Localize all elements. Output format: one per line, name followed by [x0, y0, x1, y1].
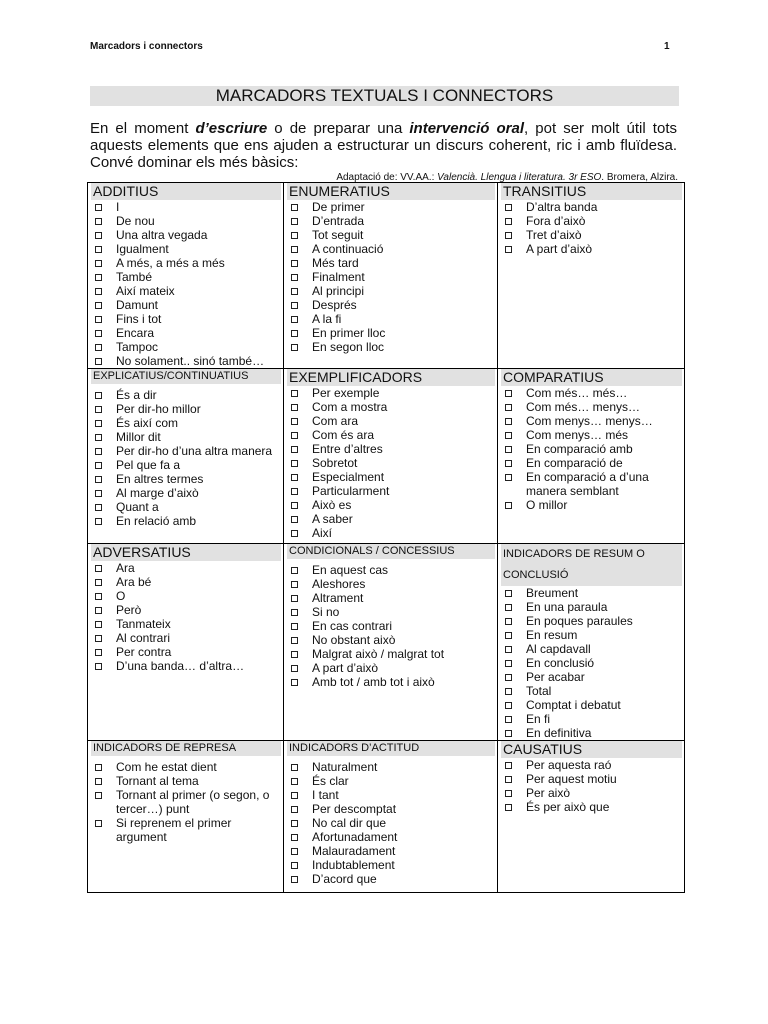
page-number: 1: [664, 41, 670, 52]
item-list: [287, 563, 495, 689]
list-item: En relació amb: [91, 514, 281, 528]
document-title: MARCADORS TEXTUALS I CONNECTORS: [90, 86, 679, 106]
list-item: Encara: [91, 326, 281, 340]
list-item: A més, a més a més: [91, 256, 281, 270]
list-item: Per aquesta raó: [501, 758, 682, 772]
list-item: Ara: [91, 561, 281, 575]
item-list: [501, 386, 682, 512]
list-item: Tampoc: [91, 340, 281, 354]
list-item: Particularment: [287, 484, 495, 498]
list-item: A la fi: [287, 312, 495, 326]
list-item: Pel que fa a: [91, 458, 281, 472]
intro-emphasis-2: intervenció oral: [409, 120, 524, 137]
list-item: I tant: [287, 788, 495, 802]
list-item: Com més… menys…: [501, 400, 682, 414]
category-cell: [284, 741, 498, 893]
list-item: Com menys… menys…: [501, 414, 682, 428]
category-heading: ADDITIUS: [91, 183, 281, 200]
list-item: Com menys… més: [501, 428, 682, 442]
category-cell: [88, 369, 284, 544]
list-item: Per acabar: [501, 670, 682, 684]
list-item: Això es: [287, 498, 495, 512]
category-cell: [498, 544, 685, 741]
list-item: Per contra: [91, 645, 281, 659]
list-item: Així mateix: [91, 284, 281, 298]
intro-text-1: En el moment: [90, 120, 196, 137]
list-item: En cas contrari: [287, 619, 495, 633]
list-item: És clar: [287, 774, 495, 788]
list-item: O: [91, 589, 281, 603]
item-list: [91, 760, 281, 844]
item-list: [91, 388, 281, 528]
list-item: En primer lloc: [287, 326, 495, 340]
list-item: És així com: [91, 416, 281, 430]
item-list: [91, 200, 281, 368]
list-item: Amb tot / amb tot i això: [287, 675, 495, 689]
list-item: Al marge d’això: [91, 486, 281, 500]
list-item: Per exemple: [287, 386, 495, 400]
category-cell: [284, 544, 498, 741]
list-item: Naturalment: [287, 760, 495, 774]
list-item: Damunt: [91, 298, 281, 312]
list-item: Millor dit: [91, 430, 281, 444]
list-item: Comptat i debatut: [501, 698, 682, 712]
list-item: Altrament: [287, 591, 495, 605]
list-item: Per això: [501, 786, 682, 800]
list-item: Malauradament: [287, 844, 495, 858]
category-heading: COMPARATIUS: [501, 369, 682, 386]
list-item: Tornant al tema: [91, 774, 281, 788]
list-item: Més tard: [287, 256, 495, 270]
category-cell: [498, 741, 685, 893]
category-cell: [498, 183, 685, 369]
list-item: Tot seguit: [287, 228, 495, 242]
list-item: En poques paraules: [501, 614, 682, 628]
list-item: Fora d’això: [501, 214, 682, 228]
list-item: Una altra vegada: [91, 228, 281, 242]
list-item: Al principi: [287, 284, 495, 298]
list-item: No solament.. sinó també…: [91, 354, 281, 368]
item-list: [501, 200, 682, 256]
list-item: En una paraula: [501, 600, 682, 614]
list-item: I: [91, 200, 281, 214]
list-item: És per això que: [501, 800, 682, 814]
list-item: Si reprenem el primer argument: [91, 816, 281, 844]
intro-text-3: , pot ser molt útil tots aquests elements que ens ajuden a estructurar un discurs coherent, ric i amb fluïdesa. Convé dominar els més bàsics:: [90, 120, 677, 171]
category-heading: EXEMPLIFICADORS: [287, 369, 495, 386]
category-cell: [88, 544, 284, 741]
list-item: D’una banda… d’altra…: [91, 659, 281, 673]
category-cell: [498, 369, 685, 544]
category-heading: EXPLICATIUS/CONTINUATIUS: [91, 369, 281, 384]
list-item: De nou: [91, 214, 281, 228]
list-item: És a dir: [91, 388, 281, 402]
category-cell: [284, 183, 498, 369]
list-item: En conclusió: [501, 656, 682, 670]
item-list: [91, 561, 281, 673]
list-item: En comparació a d’una manera semblant: [501, 470, 682, 498]
table-row: [88, 369, 685, 544]
item-list: [501, 586, 682, 740]
list-item: Afortunadament: [287, 830, 495, 844]
list-item: A saber: [287, 512, 495, 526]
list-item: Entre d’altres: [287, 442, 495, 456]
list-item: En fi: [501, 712, 682, 726]
list-item: A continuació: [287, 242, 495, 256]
list-item: En definitiva: [501, 726, 682, 740]
list-item: Ara bé: [91, 575, 281, 589]
item-list: [287, 200, 495, 354]
item-list: [287, 760, 495, 886]
list-item: D’acord que: [287, 872, 495, 886]
category-cell: [88, 183, 284, 369]
category-heading: INDICADORS DE REPRESA: [91, 741, 281, 756]
list-item: Per dir-ho millor: [91, 402, 281, 416]
list-item: En comparació amb: [501, 442, 682, 456]
list-item: Com he estat dient: [91, 760, 281, 774]
list-item: Total: [501, 684, 682, 698]
list-item: Com a mostra: [287, 400, 495, 414]
item-list: [287, 386, 495, 540]
list-item: A part d’això: [287, 661, 495, 675]
category-cell: [88, 741, 284, 893]
category-heading: INDICADORS D’ACTITUD: [287, 741, 495, 756]
table-row: [88, 183, 685, 369]
list-item: Com ara: [287, 414, 495, 428]
table-row: [88, 544, 685, 741]
connectors-table: [87, 182, 685, 893]
category-heading: ENUMERATIUS: [287, 183, 495, 200]
list-item: Així: [287, 526, 495, 540]
list-item: No cal dir que: [287, 816, 495, 830]
running-header-title: Marcadors i connectors: [90, 41, 203, 52]
list-item: Tanmateix: [91, 617, 281, 631]
list-item: En comparació de: [501, 456, 682, 470]
list-item: En altres termes: [91, 472, 281, 486]
list-item: Indubtablement: [287, 858, 495, 872]
source-work: Valencià. Llengua i literatura. 3r ESO: [437, 172, 602, 183]
list-item: Després: [287, 298, 495, 312]
list-item: En segon lloc: [287, 340, 495, 354]
category-cell: [284, 369, 498, 544]
list-item: Especialment: [287, 470, 495, 484]
list-item: En aquest cas: [287, 563, 495, 577]
list-item: D’entrada: [287, 214, 495, 228]
list-item: Aleshores: [287, 577, 495, 591]
list-item: Per descomptat: [287, 802, 495, 816]
list-item: A part d’això: [501, 242, 682, 256]
list-item: De primer: [287, 200, 495, 214]
list-item: Al contrari: [91, 631, 281, 645]
item-list: [501, 758, 682, 814]
list-item: Però: [91, 603, 281, 617]
category-heading: CONDICIONALS / CONCESSIUS: [287, 544, 495, 559]
list-item: Com més… més…: [501, 386, 682, 400]
list-item: També: [91, 270, 281, 284]
list-item: Malgrat això / malgrat tot: [287, 647, 495, 661]
list-item: Igualment: [91, 242, 281, 256]
list-item: Com és ara: [287, 428, 495, 442]
category-heading: TRANSITIUS: [501, 183, 682, 200]
intro-emphasis-1: d’escriure: [195, 120, 268, 137]
list-item: Finalment: [287, 270, 495, 284]
list-item: Tornant al primer (o segon, o tercer…) punt: [91, 788, 281, 816]
list-item: Per dir-ho d’una altra manera: [91, 444, 281, 458]
list-item: Al capdavall: [501, 642, 682, 656]
table-row: [88, 741, 685, 893]
list-item: Quant a: [91, 500, 281, 514]
list-item: No obstant això: [287, 633, 495, 647]
list-item: D’altra banda: [501, 200, 682, 214]
list-item: Sobretot: [287, 456, 495, 470]
list-item: Si no: [287, 605, 495, 619]
source-prefix: Adaptació de: VV.AA.:: [336, 172, 438, 183]
intro-paragraph: [90, 120, 677, 171]
category-heading: INDICADORS DE RESUM O CONCLUSIÓ: [501, 544, 682, 586]
intro-text-2: o de preparar una: [267, 120, 410, 137]
list-item: Tret d’això: [501, 228, 682, 242]
list-item: Fins i tot: [91, 312, 281, 326]
list-item: O millor: [501, 498, 682, 512]
list-item: Per aquest motiu: [501, 772, 682, 786]
list-item: En resum: [501, 628, 682, 642]
source-suffix: . Bromera, Alzira.: [601, 172, 678, 183]
category-heading: CAUSATIUS: [501, 741, 682, 758]
category-heading: ADVERSATIUS: [91, 544, 281, 561]
list-item: Breument: [501, 586, 682, 600]
